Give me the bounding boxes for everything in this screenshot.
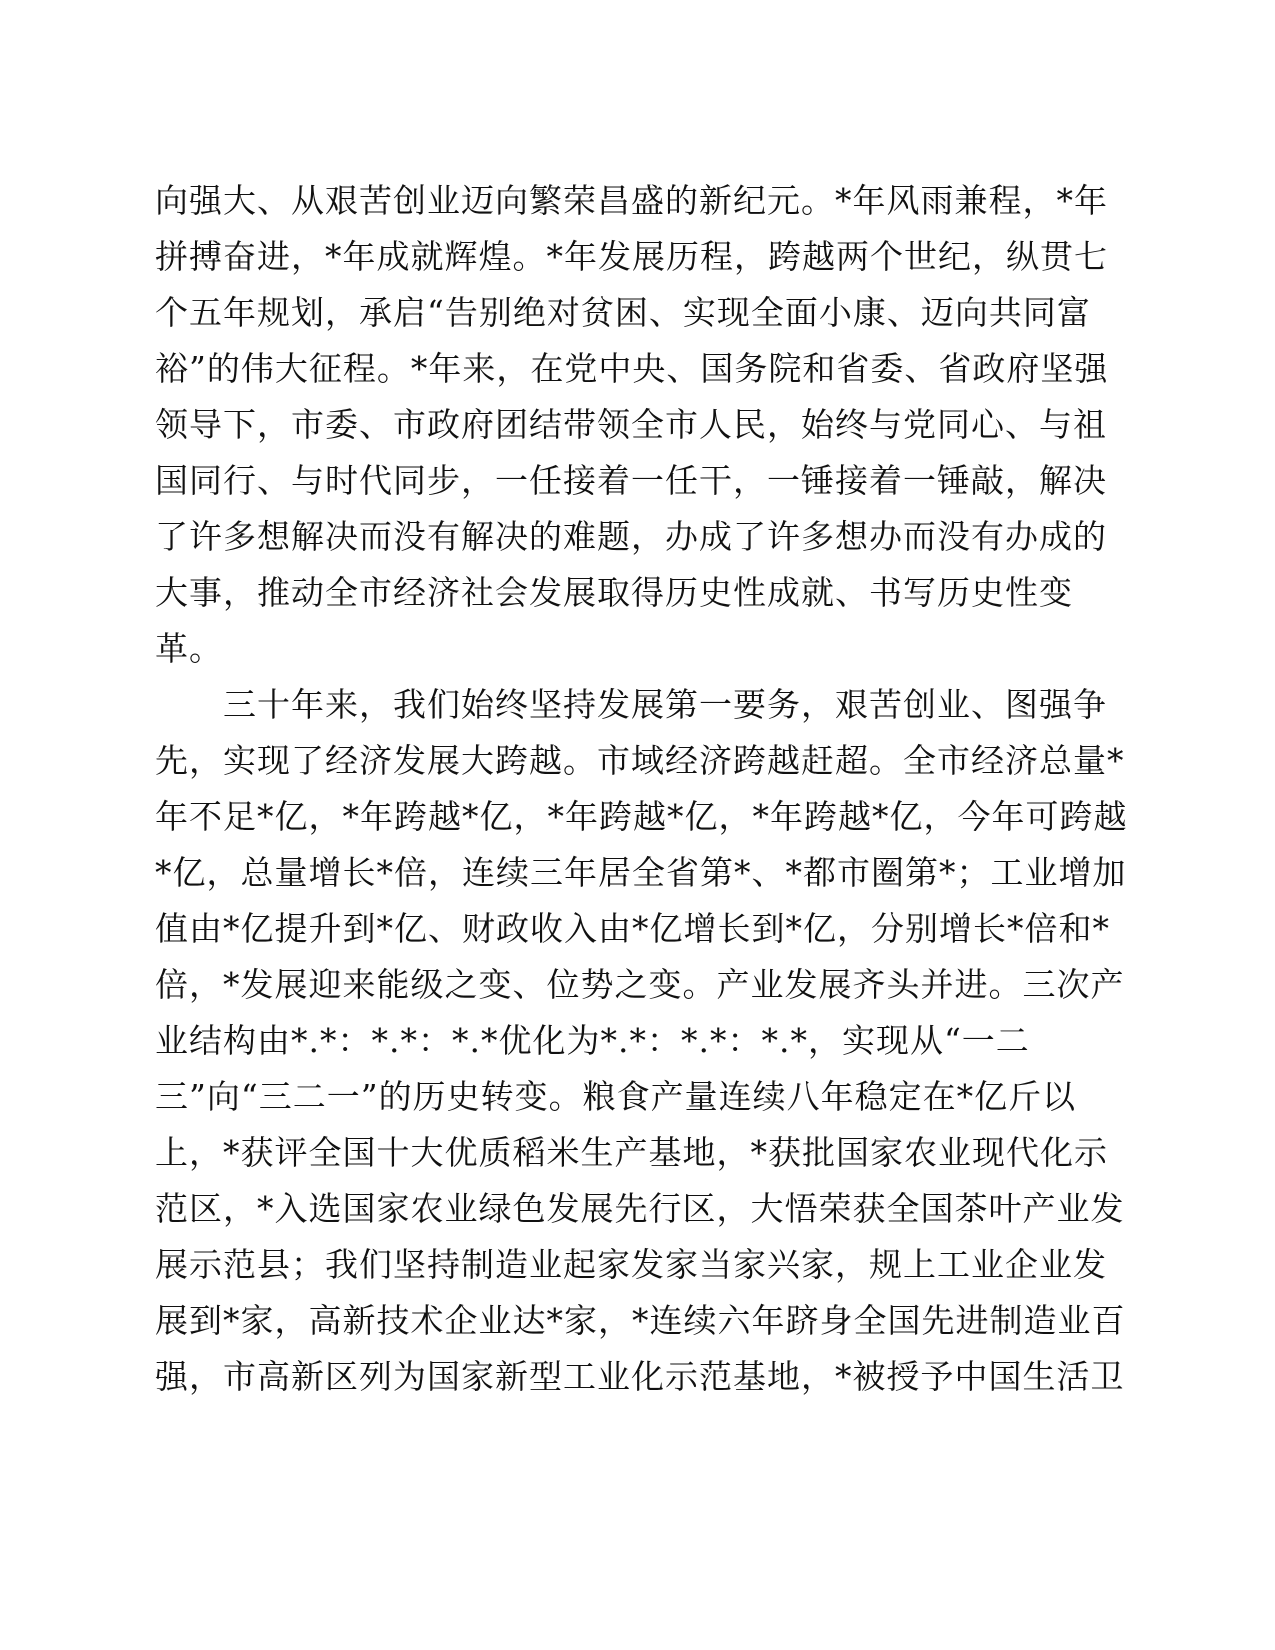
- text-line: *亿，总量增长*倍，连续三年居全省第*、*都市圈第*；工业增加: [155, 853, 1127, 892]
- text-line: 先，实现了经济发展大跨越。市域经济跨越赶超。全市经济总量*: [155, 741, 1125, 780]
- text-line: 展示范县；我们坚持制造业起家发家当家兴家，规上工业企业发: [155, 1245, 1107, 1284]
- text-line: 个五年规划，承启“告别绝对贫困、实现全面小康、迈向共同富: [155, 293, 1091, 332]
- text-line: 领导下，市委、市政府团结带领全市人民，始终与党同心、与祖: [155, 405, 1107, 444]
- text-line: 范区，*入选国家农业绿色发展先行区，大悟荣获全国茶叶产业发: [155, 1189, 1125, 1228]
- text-line: 年不足*亿，*年跨越*亿，*年跨越*亿，*年跨越*亿，今年可跨越: [155, 797, 1128, 836]
- text-line: 裕”的伟大征程。*年来，在党中央、国务院和省委、省政府坚强: [155, 349, 1109, 388]
- paragraph-first-line: 三十年来，我们始终坚持发展第一要务，艰苦创业、图强争: [155, 685, 1107, 724]
- text-line: 拼搏奋进，*年成就辉煌。*年发展历程，跨越两个世纪，纵贯七: [155, 237, 1108, 276]
- text-line: 展到*家，高新技术企业达*家，*连续六年跻身全国先进制造业百: [155, 1301, 1126, 1340]
- text-line: 国同行、与时代同步，一任接着一任干，一锤接着一锤敲，解决: [155, 461, 1107, 500]
- text-line: 三”向“三二一”的历史转变。粮食产量连续八年稳定在*亿斤以: [155, 1077, 1077, 1116]
- text-line: 上，*获评全国十大优质稻米生产基地，*获批国家农业现代化示: [155, 1133, 1108, 1172]
- text-line: 革。: [155, 629, 223, 668]
- text-line: 倍，*发展迎来能级之变、位势之变。产业发展齐头并进。三次产: [155, 965, 1125, 1004]
- text-line: 值由*亿提升到*亿、财政收入由*亿增长到*亿，分别增长*倍和*: [155, 909, 1110, 948]
- text-line: 强，市高新区列为国家新型工业化示范基地，*被授予中国生活卫: [155, 1357, 1125, 1396]
- text-line: 了许多想解决而没有解决的难题，办成了许多想办而没有办成的: [155, 517, 1107, 556]
- text-line: 大事，推动全市经济社会发展取得历史性成就、书写历史性变: [155, 573, 1073, 612]
- text-line: 业结构由*.*：*.*：*.*优化为*.*：*.*：*.*，实现从“一二: [155, 1021, 1030, 1060]
- text-line: 向强大、从艰苦创业迈向繁荣昌盛的新纪元。*年风雨兼程，*年: [155, 181, 1108, 220]
